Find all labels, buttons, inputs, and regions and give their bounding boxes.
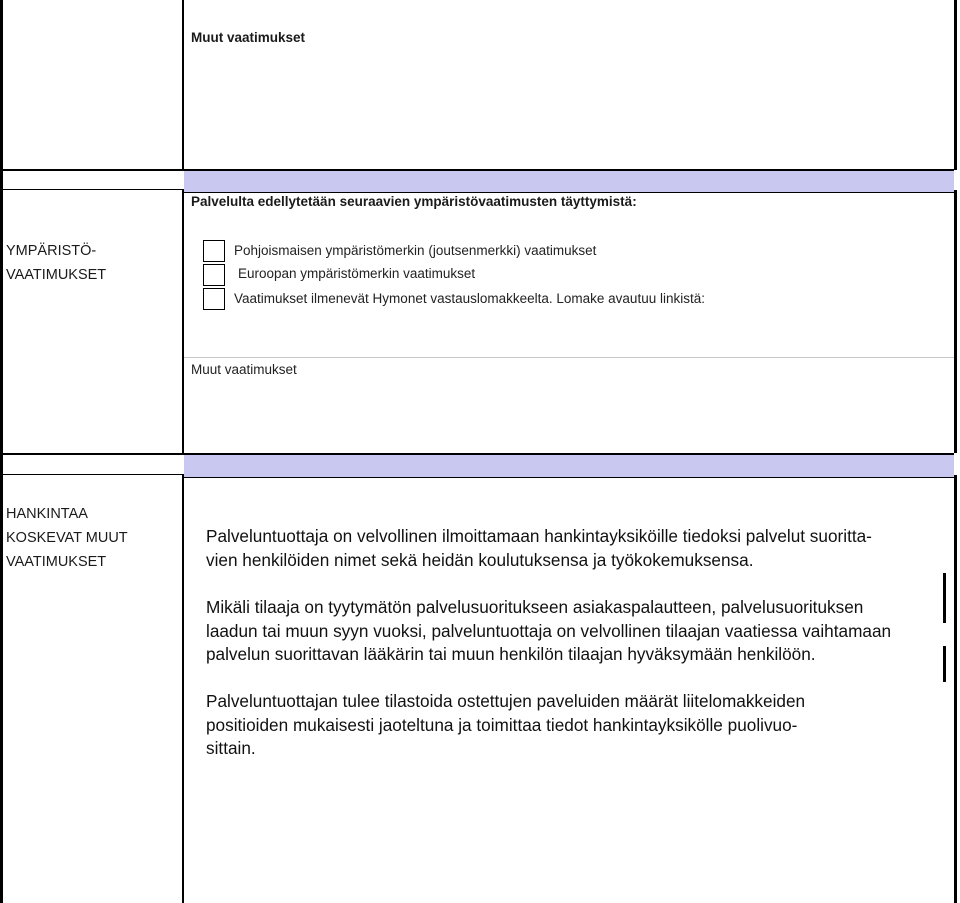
option-checkbox-hymonet[interactable] bbox=[203, 288, 225, 310]
procurement-side-label-line2: KOSKEVAT MUUT bbox=[6, 530, 128, 546]
environment-separator bbox=[184, 357, 954, 358]
right-border-top bbox=[954, 0, 957, 170]
top-muut-vaatimukset-label: Muut vaatimukset bbox=[191, 30, 306, 45]
band-1-left-rule bbox=[0, 169, 184, 171]
option-label-hymonet: Vaatimukset ilmenevät Hymonet vastauslomakkeelta. Lomake avautuu linkistä: bbox=[234, 291, 705, 306]
paragraph-2-line-2: laadun tai muun syyn vuoksi, palveluntuottaja on velvollinen tilaajan vaatiessa vaihtamaan bbox=[206, 620, 892, 641]
environment-side-label-line2: VAATIMUKSET bbox=[6, 267, 107, 283]
column-divider-top bbox=[182, 0, 184, 170]
paragraph-2-line-1: Mikäli tilaaja on tyytymätön palvelusuoritukseen asiakaspalautteen, palvelusuorituksen bbox=[206, 597, 864, 617]
environment-side-label bbox=[6, 239, 106, 287]
section-band-2 bbox=[184, 453, 954, 478]
option-label-eu-ecolabel: Euroopan ympäristömerkin vaatimukset bbox=[238, 266, 476, 281]
procurement-side-label-line1: HANKINTAA bbox=[6, 506, 88, 522]
option-checkbox-eu-ecolabel[interactable] bbox=[203, 264, 225, 286]
option-checkbox-nordic-ecolabel[interactable] bbox=[203, 240, 225, 262]
paragraph-replacement-terms bbox=[206, 596, 960, 667]
band-1-left-rule-bottom bbox=[0, 189, 184, 190]
paragraph-1-line-1: Palveluntuottaja on velvollinen ilmoittamaan hankintayksiköille tiedoksi palvelut suoritta- bbox=[206, 526, 872, 546]
paragraph-1-line-2: vien henkilöiden nimet sekä heidän koulutuksensa ja työkokemuksensa. bbox=[206, 549, 754, 570]
section-band-1 bbox=[184, 169, 954, 193]
right-border-middle bbox=[954, 190, 957, 453]
paragraph-3-line-2: positioiden mukaisesti jaoteltuna ja toimittaa tiedot hankintayksikölle puolivuo- bbox=[206, 714, 798, 735]
right-margin-bar-1 bbox=[943, 573, 946, 623]
paragraph-2-line-3: palvelun suorittavan lääkärin tai muun henkilön tilaajan hyväksymään henkilöön. bbox=[206, 644, 816, 664]
paragraph-statistics-reporting bbox=[206, 690, 960, 761]
procurement-side-label-line3: VAATIMUKSET bbox=[6, 554, 107, 570]
paragraph-3-line-1: Palveluntuottajan tulee tilastoida ostettujen paveluiden määrät liitelomakkeiden bbox=[206, 691, 806, 711]
left-border bbox=[0, 0, 3, 903]
band-2-left-rule-bottom bbox=[0, 474, 184, 475]
column-divider-middle bbox=[182, 190, 184, 453]
paragraph-3-line-3: sittain. bbox=[206, 738, 256, 758]
band-2-left-rule bbox=[0, 453, 184, 455]
environment-side-label-line1: YMPÄRISTÖ- bbox=[6, 243, 97, 259]
environment-muut-vaatimukset-label: Muut vaatimukset bbox=[191, 362, 297, 377]
right-margin-bar-2 bbox=[943, 646, 946, 682]
paragraph-personnel-notification bbox=[206, 525, 960, 572]
environment-intro: Palvelulta edellytetään seuraavien ympäristövaatimusten täyttymistä: bbox=[191, 194, 637, 209]
option-label-nordic-ecolabel: Pohjoismaisen ympäristömerkin (joutsenmerkki) vaatimukset bbox=[234, 243, 597, 258]
procurement-side-label bbox=[6, 502, 128, 574]
column-divider-bottom bbox=[182, 475, 184, 903]
